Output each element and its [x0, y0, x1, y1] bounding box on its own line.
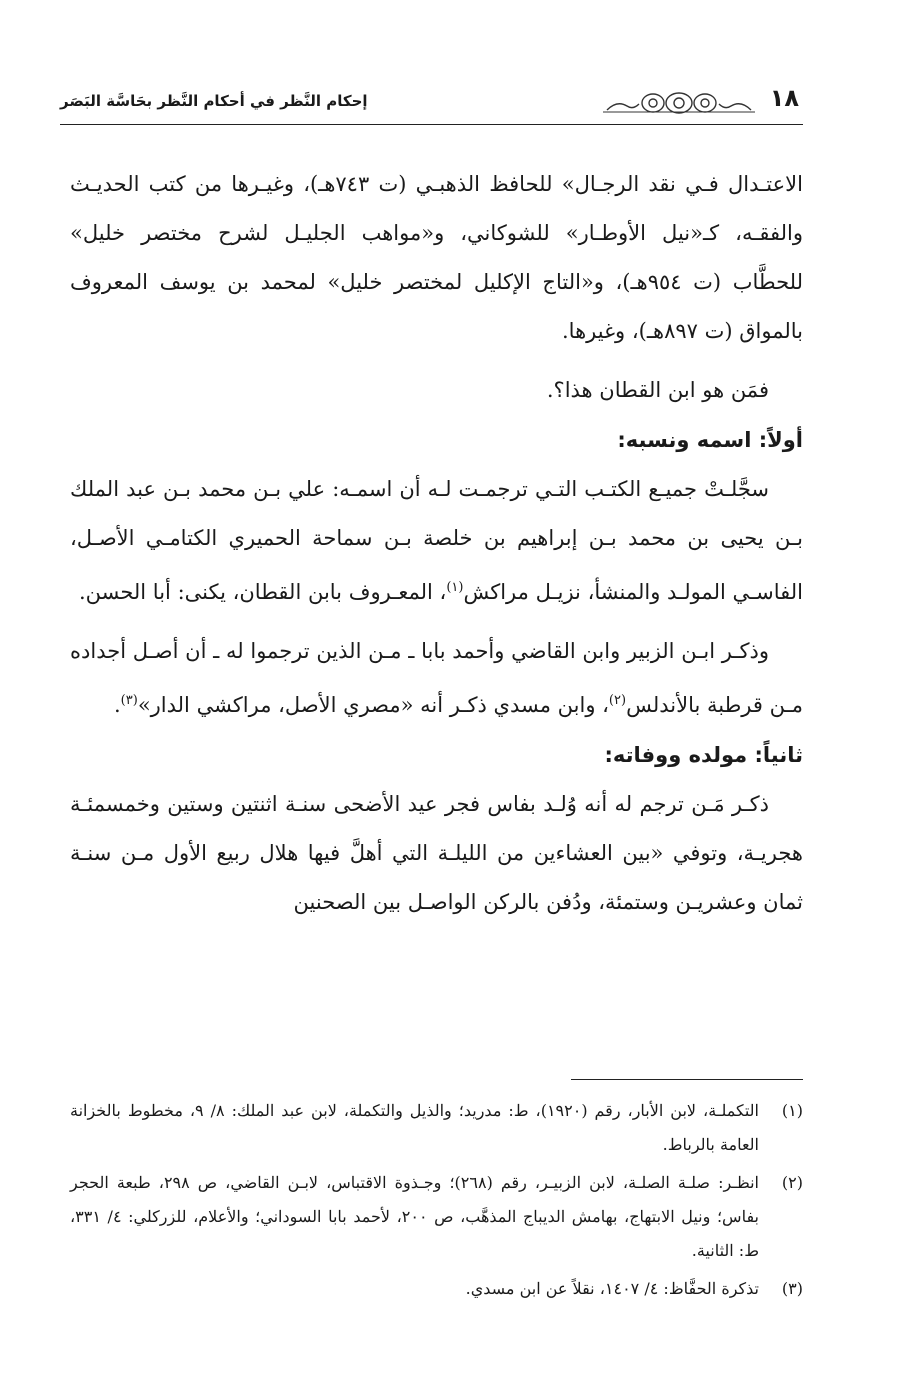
- footnote-ref-2[interactable]: (٢): [608, 693, 627, 708]
- header-rule: [60, 124, 803, 125]
- paragraph-3: سجَّلـتْ جميـع الكتـب التـي ترجمـت لـه أن اسمـه: علي بـن محمد بـن عبد الملك بـن يحيى بن محمد بـن إبراهيم بن خلصة بـن سماحة الحميري الكتامـي الأصـل، الفاسـي المولـد والمنشأ، نزيـل مراكش$^{(١)}$، المعـروف بابن القطان، يكنى: أبا الحسن.: [70, 477, 803, 604]
- footnote-text: تذكرة الحفَّاظ: ٤/ ١٤٠٧، نقلاً عن ابن مسدي.: [465, 1279, 759, 1298]
- paragraph-1: الاعتـدال فـي نقد الرجـال» للحافظ الذهبـي (ت ٧٤٣هـ)، وغيـرها من كتب الحديـث والفقـه، كـ«نيل الأوطـار» للشوكاني، و«مواهب الجليـل لشرح مختصر خليل» للحطَّاب (ت ٩٥٤هـ)، و«التاج الإكليل لمختصر خليل» لمحمد بن يوسف المعروف بالمواق (ت ٨٩٧هـ)، وغيرها.: [70, 172, 804, 343]
- footnote-rule: [571, 1079, 803, 1080]
- footnote-number: (٣): [781, 1279, 803, 1298]
- footnote-ref-3[interactable]: (٣): [120, 693, 138, 708]
- page-number: ١٨: [769, 84, 799, 112]
- footnote-number: (٢): [781, 1173, 803, 1192]
- book-title: إحكام النَّظر في أحكام النَّظر بحَاسَّة البَصَر: [60, 92, 368, 110]
- paragraph-2: فمَن هو ابن القطان هذا؟.: [546, 378, 769, 402]
- paragraph-4: وذكـر ابـن الزبير وابن القاضي وأحمد بابا ـ مـن الذين ترجموا له ـ أن أصـل أجداده مـن قرطبة بالأندلس$^{(٢)}$، وابن مسدي ذكـر أنه «مصري الأصل، مراكشي الدار»$^{(٣)}$.: [70, 639, 803, 717]
- footnote-text: انظـر: صلـة الصلـة، لابن الزبيـر، رقم (٢٦٨)؛ وجـذوة الاقتباس، لابـن القاضي، ص ٢٩٨، طبعة الحجر بفاس؛ ونيل الابتهاج، بهامش الديباج المذهَّب، ص ٢٠٠، لأحمد بابا السوداني؛ والأعلام، للزركلي: ٤/ ٣٣١، ط: الثانية.: [70, 1173, 760, 1260]
- footnote-number: (١): [781, 1101, 803, 1120]
- footnote-text: التكملـة، لابن الأبار، رقم (١٩٢٠)، ط: مدريد؛ والذيل والتكملة، لابن عبد الملك: ٨/ ٩، مخطوط بالخزانة العامة بالرباط.: [70, 1101, 759, 1154]
- section-heading-birth-death: ثانياً: مولده ووفاته:: [604, 743, 803, 767]
- footnote-1: [70, 1094, 803, 1162]
- footnote-3: [70, 1272, 803, 1306]
- footnote-2: [70, 1166, 803, 1268]
- paragraph-5: ذكـر مَـن ترجم له أنه وُلـد بفاس فجر عيد الأضحى سنـة اثنتين وستين وخمسمئـة هجريـة، وتوفي «بين العشاءين من الليلـة التي أهلَّ فيها هلال ربيع الأول مـن سنـة ثمان وعشريـن وستمئة، ودُفن بالركن الواصـل بين الصحنين: [70, 792, 803, 914]
- header-ornament-icon: [603, 90, 755, 116]
- main-text: [70, 160, 803, 927]
- footnote-ref-1[interactable]: (١): [446, 580, 464, 595]
- footnotes: [70, 1094, 803, 1310]
- running-header: [60, 84, 799, 124]
- section-heading-name-lineage: أولاً: اسمه ونسبه:: [617, 428, 803, 452]
